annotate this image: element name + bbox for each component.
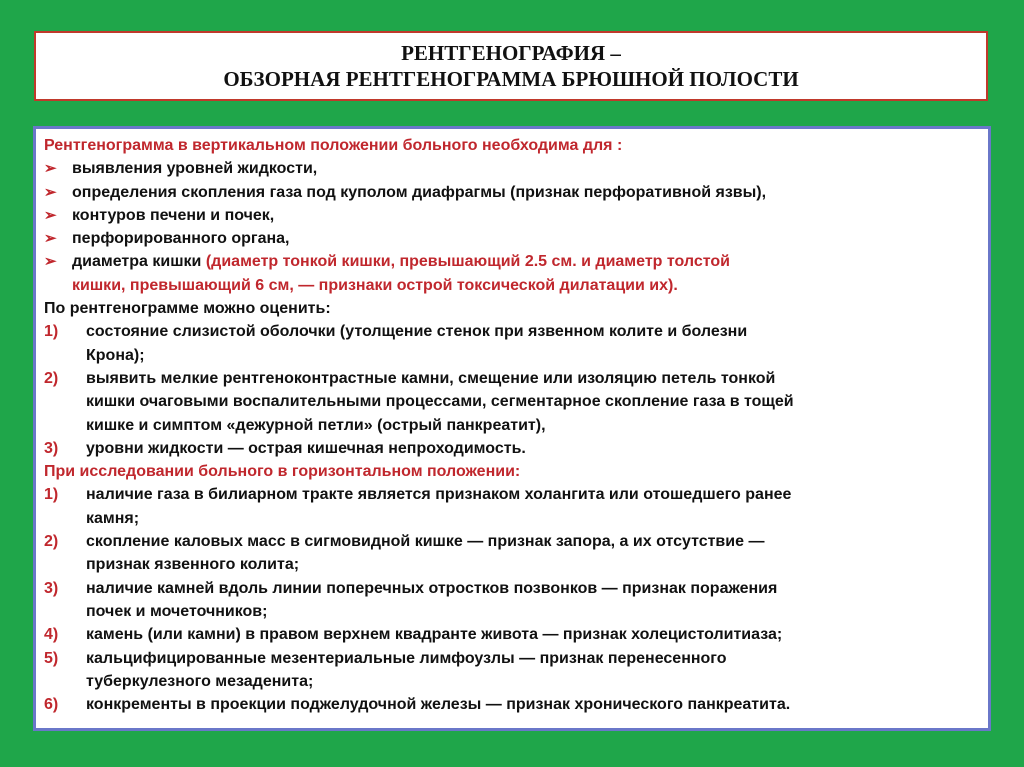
item-text: выявить мелкие рентгеноконтрастные камни, смещение или изоляцию петель тонкой <box>86 369 776 387</box>
item-text-continuation: кишке и симптом «дежурной петли» (острый панкреатит), <box>86 416 546 434</box>
item-text-continuation: камня; <box>86 509 140 527</box>
arrow-bullet-icon: ➢ <box>44 206 57 224</box>
item-text: наличие газа в билиарном тракте является признаком холангита или отошедшего ранее <box>86 486 792 504</box>
bullet-item <box>44 250 980 273</box>
bullet-text: контуров печени и почек, <box>72 206 275 224</box>
assess-item <box>44 437 980 460</box>
title-line-1: РЕНТГЕНОГРАФИЯ – <box>401 41 621 65</box>
item-text: кальцифицированные мезентериальные лимфоузлы — признак перенесенного <box>86 649 727 667</box>
horizontal-item <box>44 577 980 600</box>
item-text-continuation: почек и мочеточников; <box>86 602 268 620</box>
item-text-continuation: туберкулезного мезаденита; <box>86 672 314 690</box>
slide-title <box>34 31 988 101</box>
bullet-item <box>44 204 980 227</box>
bullet-item <box>44 181 980 204</box>
item-text-continuation: Крона); <box>86 346 145 364</box>
bullet-highlight: (диаметр тонкой кишки, превышающий 2.5 см. и диаметр толстой <box>205 253 730 271</box>
horizontal-item <box>44 647 980 670</box>
assess-item <box>44 320 980 343</box>
item-text-continuation: признак язвенного колита; <box>86 556 300 574</box>
arrow-bullet-icon: ➢ <box>44 160 57 178</box>
bullet-text: выявления уровней жидкости, <box>72 160 318 178</box>
bullet-text: диаметра кишки <box>72 253 206 271</box>
arrow-bullet-icon: ➢ <box>44 253 57 271</box>
item-number: 2) <box>44 369 59 387</box>
bullet-item <box>44 227 980 250</box>
horizontal-item <box>44 530 980 553</box>
bullet-text: перфорированного органа, <box>72 230 290 248</box>
item-number: 3) <box>44 439 59 457</box>
arrow-bullet-icon: ➢ <box>44 230 57 248</box>
title-line-2: ОБЗОРНАЯ РЕНТГЕНОГРАММА БРЮШНОЙ ПОЛОСТИ <box>223 67 799 91</box>
item-number: 5) <box>44 649 59 667</box>
item-number: 1) <box>44 486 59 504</box>
horizontal-item <box>44 693 980 716</box>
item-number: 6) <box>44 696 59 714</box>
assess-item <box>44 367 980 390</box>
bullet-text: определения скопления газа под куполом диафрагмы (признак перфоративной язвы), <box>72 183 767 201</box>
assess-heading: По рентгенограмме можно оценить: <box>44 300 331 318</box>
horizontal-heading: При исследовании больного в горизонтальном положении: <box>44 463 521 481</box>
content-panel <box>33 126 991 731</box>
item-text: скопление каловых масс в сигмовидной кишке — признак запора, а их отсутствие — <box>86 533 765 551</box>
arrow-bullet-icon: ➢ <box>44 183 57 201</box>
horizontal-item <box>44 623 980 646</box>
item-number: 2) <box>44 533 59 551</box>
horizontal-item <box>44 483 980 506</box>
item-number: 3) <box>44 579 59 597</box>
item-number: 1) <box>44 323 59 341</box>
item-text: наличие камней вдоль линии поперечных отростков позвонков — признак поражения <box>86 579 778 597</box>
item-number: 4) <box>44 626 59 644</box>
bullet-highlight-continuation: кишки, превышающий 6 см, — признаки острой токсической дилатации их). <box>72 276 678 294</box>
intro-heading: Рентгенограмма в вертикальном положении больного необходима для : <box>44 137 623 154</box>
item-text-continuation: кишки очаговыми воспалительными процессами, сегментарное скопление газа в тощей <box>86 393 794 411</box>
item-text: конкременты в проекции поджелудочной железы — признак хронического панкреатита. <box>86 696 791 714</box>
item-text: камень (или камни) в правом верхнем квадранте живота — признак холецистолитиаза; <box>86 626 783 644</box>
item-text: уровни жидкости — острая кишечная непроходимость. <box>86 439 526 457</box>
bullet-item <box>44 157 980 180</box>
item-text: состояние слизистой оболочки (утолщение стенок при язвенном колите и болезни <box>86 323 748 341</box>
